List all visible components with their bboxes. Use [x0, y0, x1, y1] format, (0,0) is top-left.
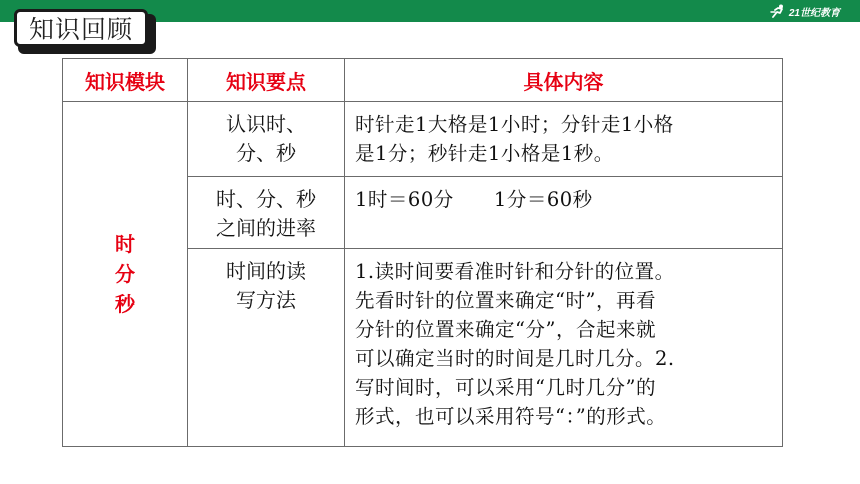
- section-badge: [14, 9, 158, 55]
- point-cell: 时间的读 写方法: [188, 249, 345, 447]
- table-row: [63, 102, 783, 177]
- content-cell: 1.读时间要看准时针和分针的位置。 先看时针的位置来确定“时”，再看 分针的位置来确定“分”，合起来就 可以确定当时的时间是几时几分。2. 写时间时，可以采用“几时几分”的 形式，也可以采用符号“：”的形式。: [345, 249, 783, 447]
- content-cell: 1时＝60分 1分＝60秒: [345, 177, 783, 249]
- point-cell: 认识时、 分、秒: [188, 102, 345, 177]
- module-line: 分: [115, 262, 135, 286]
- section-title: 知识回顾: [14, 9, 148, 47]
- module-cell: [63, 102, 188, 447]
- logo-text: 21世纪教育: [788, 7, 840, 19]
- module-line: 时: [115, 232, 135, 256]
- runner-icon: [770, 4, 786, 18]
- header-content: 具体内容: [345, 59, 783, 102]
- content-cell: 时针走1大格是1小时；分针走1小格 是1分；秒针走1小格是1秒。: [345, 102, 783, 177]
- table-header-row: [63, 59, 783, 102]
- header-module: 知识模块: [63, 59, 188, 102]
- brand-logo: [770, 4, 840, 18]
- point-cell: 时、分、秒 之间的进率: [188, 177, 345, 249]
- knowledge-table: [62, 58, 783, 447]
- module-line: 秒: [115, 292, 135, 316]
- header-point: 知识要点: [188, 59, 345, 102]
